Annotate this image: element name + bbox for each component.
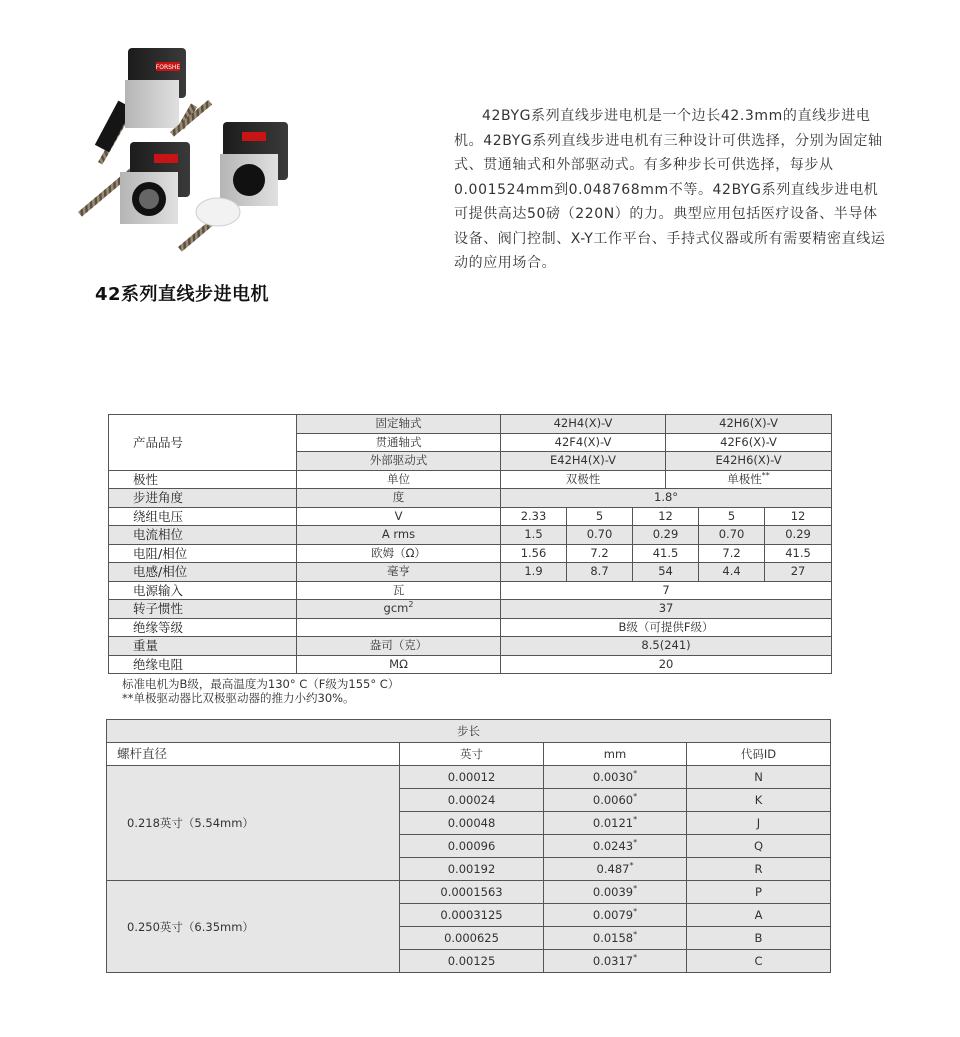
header-code: 代码ID	[687, 743, 831, 766]
code-cell: K	[687, 789, 831, 812]
row-unit: 欧姆（Ω）	[297, 544, 501, 563]
mm-cell: 0.0079*	[544, 904, 687, 927]
product-intro: 42BYG系列直线步进电机是一个边长42.3mm的直线步进电机。42BYG系列直线步进电机有三种设计可供选择，分别为固定轴式、贯通轴式和外部驱动式。有多种步长可供选择，每步从0.001524mm到0.048768mm不等。42BYG系列直线步进电机可提供高达50磅（220N）的力。典型应用包括医疗设备、半导体设备、阀门控制、X-Y工作平台、手持式仪器或所有需要精密直线运动的应用场合。	[454, 108, 886, 271]
mm-cell: 0.0121*	[544, 812, 687, 835]
row-value: 4.4	[699, 563, 765, 582]
row-value: 5	[567, 507, 633, 526]
model-code: 42H4(X)-V	[501, 415, 666, 434]
row-value: 12	[765, 507, 832, 526]
inch-cell: 0.00096	[400, 835, 544, 858]
table-row	[107, 720, 831, 743]
row-label: 绝缘等级	[109, 618, 297, 637]
product-title: 42系列直线步进电机	[95, 284, 270, 305]
row-value: 0.70	[567, 526, 633, 545]
spec-table	[108, 414, 832, 674]
code-cell: Q	[687, 835, 831, 858]
note-line: **单极驱动器比双极驱动器的推力小约30%。	[122, 691, 355, 705]
row-unit: 瓦	[297, 581, 501, 600]
mm-cell: 0.0060*	[544, 789, 687, 812]
table-row	[107, 743, 831, 766]
diameter-cell: 0.250英寸（6.35mm）	[107, 881, 400, 973]
header-mm: mm	[544, 743, 687, 766]
mm-cell: 0.0039*	[544, 881, 687, 904]
mm-cell: 0.0158*	[544, 927, 687, 950]
model-type: 贯通轴式	[297, 433, 501, 452]
code-cell: N	[687, 766, 831, 789]
row-value: 8.5(241)	[501, 637, 832, 656]
model-code: 42H6(X)-V	[666, 415, 832, 434]
table-row	[107, 766, 831, 789]
row-value: 0.29	[633, 526, 699, 545]
row-label: 绕组电压	[109, 507, 297, 526]
table-row	[107, 881, 831, 904]
table-row	[109, 618, 832, 637]
row-value: 41.5	[765, 544, 832, 563]
row-unit: V	[297, 507, 501, 526]
row-label: 电源输入	[109, 581, 297, 600]
row-value: 1.8°	[501, 489, 832, 508]
row-label: 转子惯性	[109, 600, 297, 619]
row-value: 0.29	[765, 526, 832, 545]
table-row	[109, 563, 832, 582]
model-code: E42H6(X)-V	[666, 452, 832, 471]
row-value: B级（可提供F级）	[501, 618, 832, 637]
table-row	[109, 507, 832, 526]
code-cell: B	[687, 927, 831, 950]
model-code: E42H4(X)-V	[501, 452, 666, 471]
row-unit: 毫亨	[297, 563, 501, 582]
table-row	[109, 489, 832, 508]
row-value: 1.5	[501, 526, 567, 545]
row-label: 步进角度	[109, 489, 297, 508]
header-diameter: 螺杆直径	[107, 743, 400, 766]
inch-cell: 0.00048	[400, 812, 544, 835]
diameter-cell: 0.218英寸（5.54mm）	[107, 766, 400, 881]
row-unit: A rms	[297, 526, 501, 545]
code-cell: A	[687, 904, 831, 927]
row-unit: gcm$^2$	[297, 600, 501, 619]
inch-cell: 0.00192	[400, 858, 544, 881]
row-value: 12	[633, 507, 699, 526]
row-unit: 单位	[297, 470, 501, 489]
row-value: 0.70	[699, 526, 765, 545]
row-value: 单极性**	[666, 470, 832, 489]
row-value: 8.7	[567, 563, 633, 582]
row-value: 27	[765, 563, 832, 582]
table-notes	[122, 677, 399, 705]
table-row	[109, 637, 832, 656]
row-label: 电感/相位	[109, 563, 297, 582]
row-value: 1.56	[501, 544, 567, 563]
row-value: 5	[699, 507, 765, 526]
model-type: 固定轴式	[297, 415, 501, 434]
inch-cell: 0.000625	[400, 927, 544, 950]
header-inch: 英寸	[400, 743, 544, 766]
row-label: 极性	[109, 470, 297, 489]
row-unit: 盎司（克）	[297, 637, 501, 656]
row-unit: 度	[297, 489, 501, 508]
row-value: 20	[501, 655, 832, 674]
model-type: 外部驱动式	[297, 452, 501, 471]
code-cell: P	[687, 881, 831, 904]
row-value: 1.9	[501, 563, 567, 582]
row-unit	[297, 618, 501, 637]
table-row	[109, 655, 832, 674]
table-row	[109, 600, 832, 619]
model-code: 42F4(X)-V	[501, 433, 666, 452]
model-code: 42F6(X)-V	[666, 433, 832, 452]
row-value: 2.33	[501, 507, 567, 526]
inch-cell: 0.0003125	[400, 904, 544, 927]
row-label: 电流相位	[109, 526, 297, 545]
inch-cell: 0.00024	[400, 789, 544, 812]
row-label: 重量	[109, 637, 297, 656]
row-value: 54	[633, 563, 699, 582]
mm-cell: 0.0243*	[544, 835, 687, 858]
note-line: 标准电机为B级，最高温度为130° C（F级为155° C）	[122, 677, 400, 691]
row-value: 7.2	[567, 544, 633, 563]
brand-label: FORSHE	[155, 64, 181, 71]
row-value: 7	[501, 581, 832, 600]
row-value: 7.2	[699, 544, 765, 563]
pitch-table	[106, 719, 831, 973]
code-cell: R	[687, 858, 831, 881]
table-row	[109, 526, 832, 545]
mm-cell: 0.0030*	[544, 766, 687, 789]
inch-cell: 0.0001563	[400, 881, 544, 904]
inch-cell: 0.00125	[400, 950, 544, 973]
product-image	[78, 42, 304, 268]
row-value: 37	[501, 600, 832, 619]
code-cell: J	[687, 812, 831, 835]
row-label: 产品品号	[109, 415, 297, 471]
table-row	[109, 581, 832, 600]
row-unit: MΩ	[297, 655, 501, 674]
row-label: 绝缘电阻	[109, 655, 297, 674]
table-row	[109, 415, 832, 434]
row-value: 双极性	[501, 470, 666, 489]
pitch-title: 步长	[107, 720, 831, 743]
row-label: 电阻/相位	[109, 544, 297, 563]
code-cell: C	[687, 950, 831, 973]
inch-cell: 0.00012	[400, 766, 544, 789]
mm-cell: 0.487*	[544, 858, 687, 881]
table-row	[109, 544, 832, 563]
row-value: 41.5	[633, 544, 699, 563]
mm-cell: 0.0317*	[544, 950, 687, 973]
table-row	[109, 470, 832, 489]
